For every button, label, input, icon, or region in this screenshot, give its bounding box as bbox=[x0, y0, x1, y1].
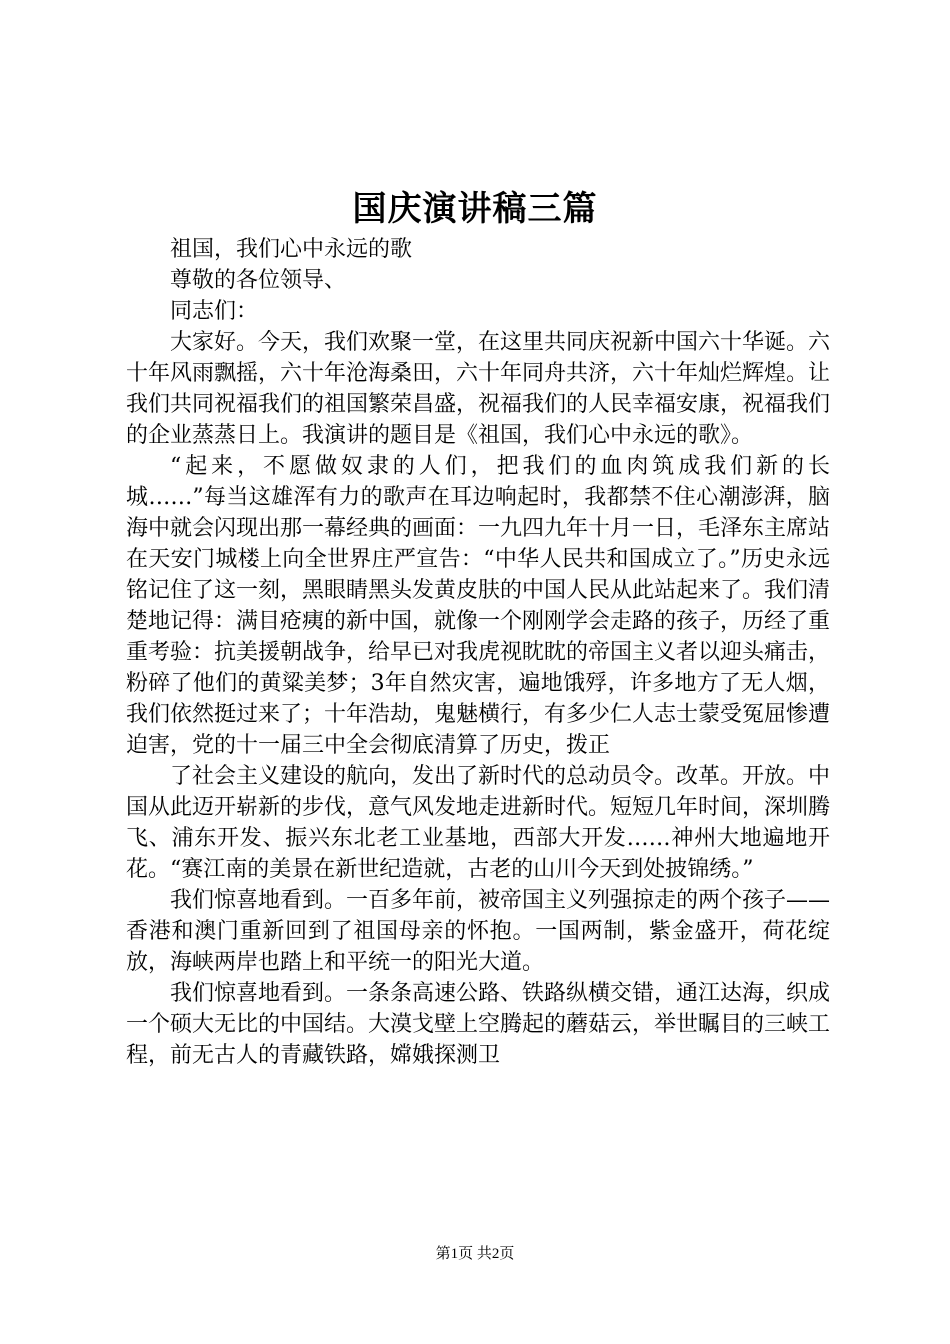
salutation-line-2: 同志们： bbox=[170, 299, 259, 324]
paragraph-opening: 大家好。今天，我们欢聚一堂，在这里共同庆祝新中国六十华诞。六十年风雨飘摇，六十年沧海桑田，六十年同舟共济，六十年灿烂辉煌。让我们共同祝福我们的祖国繁荣昌盛，祝福我们的人民幸福安康，祝福我们的企业蒸蒸日上。我演讲的题目是《祖国，我们心中永远的歌》。 bbox=[126, 330, 831, 448]
paragraph-achievements: 我们惊喜地看到。一条条高速公路、铁路纵横交错，通江达海，织成一个硕大无比的中国结。大漠戈壁上空腾起的蘑菇云，举世瞩目的三峡工程，前无古人的青藏铁路，嫦娥探测卫 bbox=[126, 981, 831, 1068]
document-title: 国庆演讲稿三篇 bbox=[352, 189, 598, 229]
paragraph-return: 我们惊喜地看到。一百多年前，被帝国主义列强掠走的两个孩子——香港和澳门重新回到了祖国母亲的怀抱。一国两制，紫金盛开，荷花绽放，海峡两岸也踏上和平统一的阳光大道。 bbox=[126, 888, 831, 975]
page-footer: 第1页 共2页 bbox=[435, 1246, 515, 1262]
salutation-line-1: 尊敬的各位领导、 bbox=[170, 268, 347, 293]
speech-heading: 祖国，我们心中永远的歌 bbox=[170, 237, 413, 262]
document-body bbox=[126, 234, 830, 1071]
paragraph-history: “起来，不愿做奴隶的人们，把我们的血肉筑成我们新的长城……”每当这雄浑有力的歌声在耳边响起时，我都禁不住心潮澎湃，脑海中就会闪现出那一幕经典的画面：一九四九年十月一日，毛泽东主席站在天安门城楼上向全世界庄严宣告：“中华人民共和国成立了。”历史永远铭记住了这一刻，黑眼睛黑头发黄皮肤的中国人民从此站起来了。我们清楚地记得：满目疮痍的新中国，就像一个刚刚学会走路的孩子，历经了重重考验：抗美援朝战争，给早已对我虎视眈眈的帝国主义者以迎头痛击，粉碎了他们的黄粱美梦；3年自然灾害，遍地饿殍，许多地方了无人烟，我们依然挺过来了；十年浩劫，鬼魅横行，有多少仁人志士蒙受冤屈惨遭迫害，党的十一届三中全会彻底清算了历史，拨正 bbox=[126, 454, 831, 758]
paragraph-reform: 了社会主义建设的航向，发出了新时代的总动员令。改革。开放。中国从此迈开崭新的步伐，意气风发地走进新时代。短短几年时间，深圳腾飞、浦东开发、振兴东北老工业基地，西部大开发……神州大地遍地开花。“赛江南的美景在新世纪造就，古老的山川今天到处披锦绣。” bbox=[126, 764, 831, 882]
